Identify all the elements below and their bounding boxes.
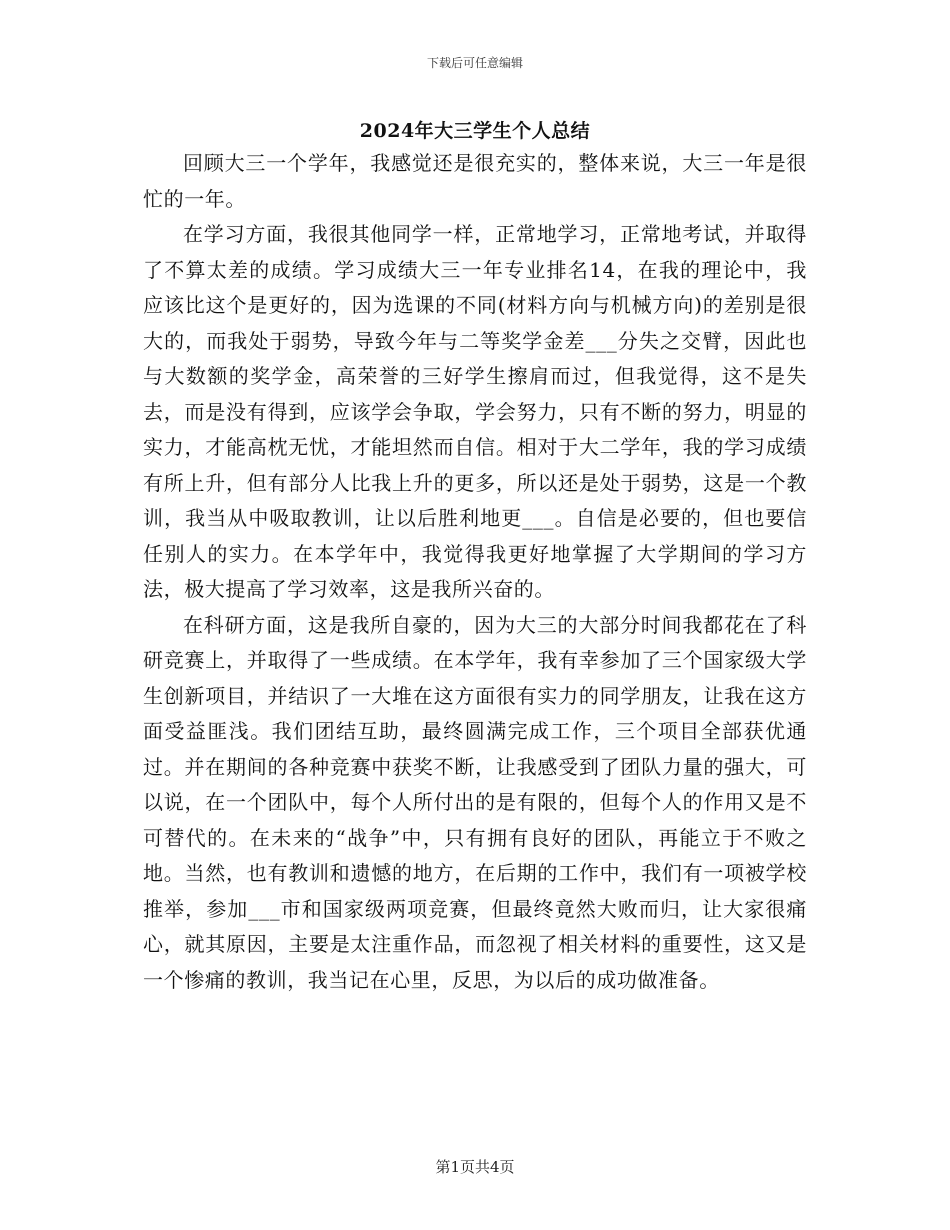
page-header: 下载后可任意编辑 [426, 56, 523, 70]
page-number: 第1页共4页 [435, 1158, 515, 1176]
document-title: 2024年大三学生个人总结 [359, 120, 591, 142]
paragraph-study: 在学习方面，我很其他同学一样，正常地学习，正常地考试，并取得了不算太差的成绩。学习成绩大三一年专业排名14，在我的理论中，我应该比这个是更好的，因为选课的不同(材料方向与机械方向)的差别是很大的，而我处于弱势，导致今年与二等奖学金差___分失之交臂，因此也与大数额的奖学金，高荣誉的三好学生擦肩而过，但我觉得，这不是失去，而是没有得到，应该学会争取，学会努力，只有不断的努力，明显的实力，才能高枕无忧，才能坦然而自信。相对于大二学年，我的学习成绩有所上升，但有部分人比我上升的更多，所以还是处于弱势，这是一个教训，我当从中吸取教训，让以后胜利地更___。自信是必要的，但也要信任别人的实力。在本学年中，我觉得我更好地掌握了大学期间的学习方法，极大提高了学习效率，这是我所兴奋的。 [143, 222, 807, 601]
paragraph-research: 在科研方面，这是我所自豪的，因为大三的大部分时间我都花在了科研竞赛上，并取得了一些成绩。在本学年，我有幸参加了三个国家级大学生创新项目，并结识了一大堆在这方面很有实力的同学朋友，让我在这方面受益匪浅。我们团结互助，最终圆满完成工作，三个项目全部获优通过。并在期间的各种竞赛中获奖不断，让我感受到了团队力量的强大，可以说，在一个团队中，每个人所付出的是有限的，但每个人的作用又是不可替代的。在未来的“战争”中，只有拥有良好的团队，再能立于不败之地。当然，也有教训和遗憾的地方，在后期的工作中，我们有一项被学校推举，参加___市和国家级两项竞赛，但最终竟然大败而归，让大家很痛心，就其原因，主要是太注重作品，而忽视了相关材料的重要性，这又是一个惨痛的教训，我当记在心里，反思，为以后的成功做准备。 [143, 612, 807, 992]
paragraph-intro: 回顾大三一个学年，我感觉还是很充实的，整体来说，大三一年是很忙的一年。 [143, 151, 807, 211]
document-body [143, 146, 807, 998]
